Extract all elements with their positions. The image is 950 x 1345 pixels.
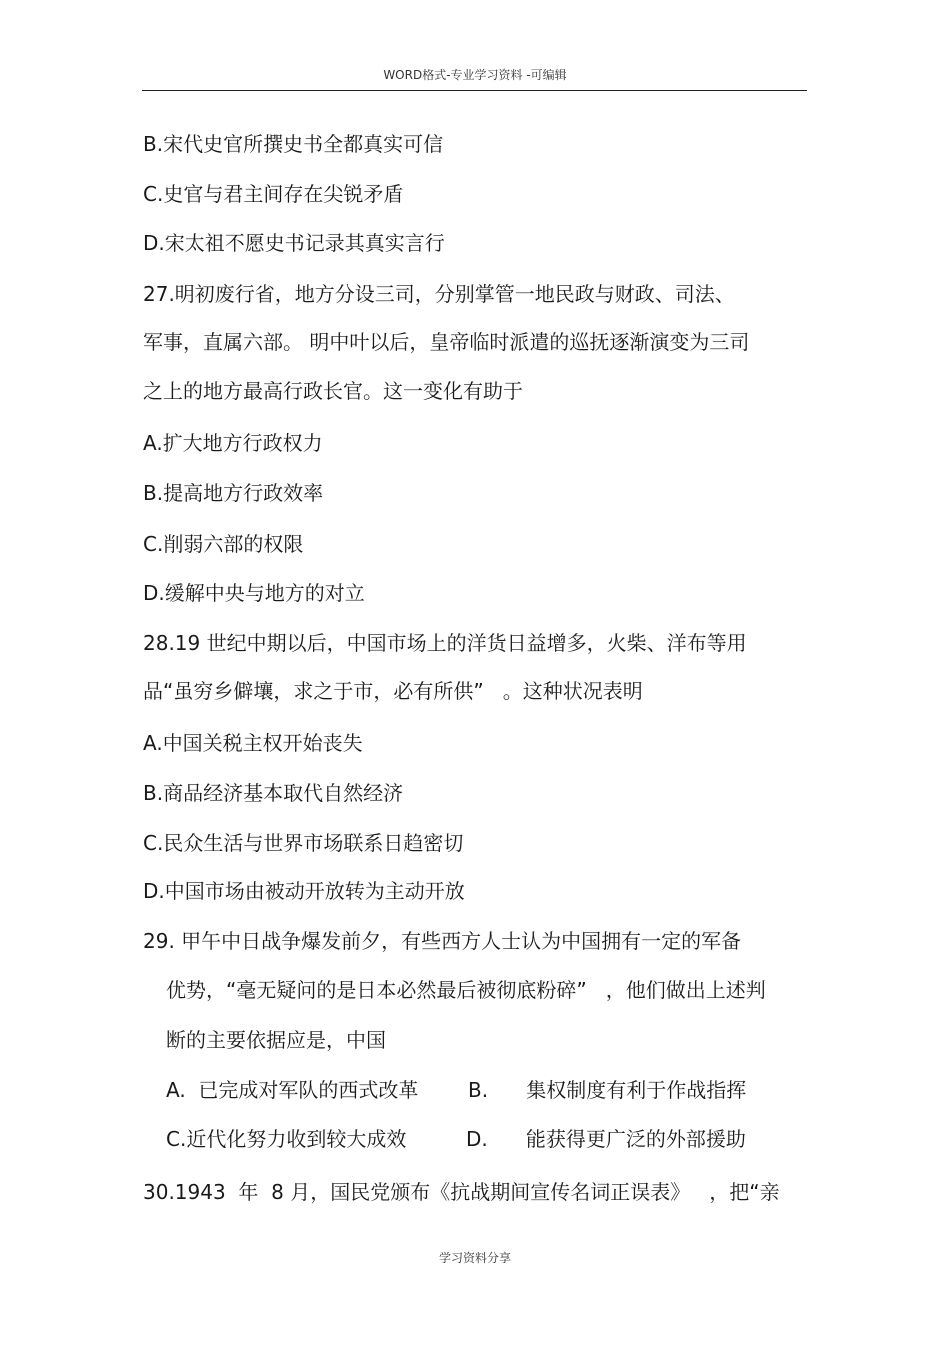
- option-line: D.缓解中央与地方的对立: [143, 581, 365, 605]
- question-28-line-1: 28.19 世纪中期以后，中国市场上的洋货日益增多，火柴、洋布等用: [143, 631, 747, 655]
- option-line: B.提高地方行政效率: [143, 481, 324, 505]
- question-30-line-1: 30.1943 年 8 月，国民党颁布《抗战期间宣传名词正误表》 ，把“亲: [143, 1180, 780, 1204]
- option-line: D.宋太祖不愿史书记录其真实言行: [143, 231, 445, 255]
- option-b: B. 集权制度有利于作战指挥: [468, 1078, 747, 1102]
- option-a: A. 已完成对军队的西式改革: [166, 1078, 419, 1102]
- question-27-line-3: 之上的地方最高行政长官。这一变化有助于: [143, 379, 523, 403]
- option-line: A.扩大地方行政权力: [143, 431, 323, 455]
- option-d: D. 能获得更广泛的外部援助: [466, 1127, 746, 1151]
- option-line: B.宋代史官所撰史书全都真实可信: [143, 132, 444, 156]
- option-line: D.中国市场由被动开放转为主动开放: [143, 879, 465, 903]
- header-divider: [142, 90, 807, 91]
- page-header: WORD格式-专业学习资料 -可编辑: [383, 68, 567, 82]
- option-line: B.商品经济基本取代自然经济: [143, 781, 404, 805]
- option-line: A.中国关税主权开始丧失: [143, 731, 363, 755]
- question-29-line-3: 断的主要依据应是，中国: [166, 1028, 386, 1052]
- question-29-line-2: 优势，“毫无疑问的是日本必然最后被彻底粉碎” ，他们做出上述判: [166, 978, 766, 1002]
- question-27-line-2: 军事，直属六部。 明中叶以后，皇帝临时派遣的巡抚逐渐演变为三司: [143, 330, 750, 354]
- option-c: C.近代化努力收到较大成效: [166, 1127, 407, 1151]
- question-29-line-1: 29. 甲午中日战争爆发前夕，有些西方人士认为中国拥有一定的军备: [143, 929, 742, 953]
- question-27-line-1: 27.明初废行省，地方分设三司，分别掌管一地民政与财政、司法、: [143, 282, 735, 306]
- page-footer: 学习资料分享: [438, 1251, 511, 1265]
- question-28-line-2: 品“虽穷乡僻壤，求之于市，必有所供” 。这种状况表明: [143, 679, 643, 703]
- option-line: C.民众生活与世界市场联系日趋密切: [143, 831, 464, 855]
- option-line: C.削弱六部的权限: [143, 532, 304, 556]
- option-line: C.史官与君主间存在尖锐矛盾: [143, 182, 404, 206]
